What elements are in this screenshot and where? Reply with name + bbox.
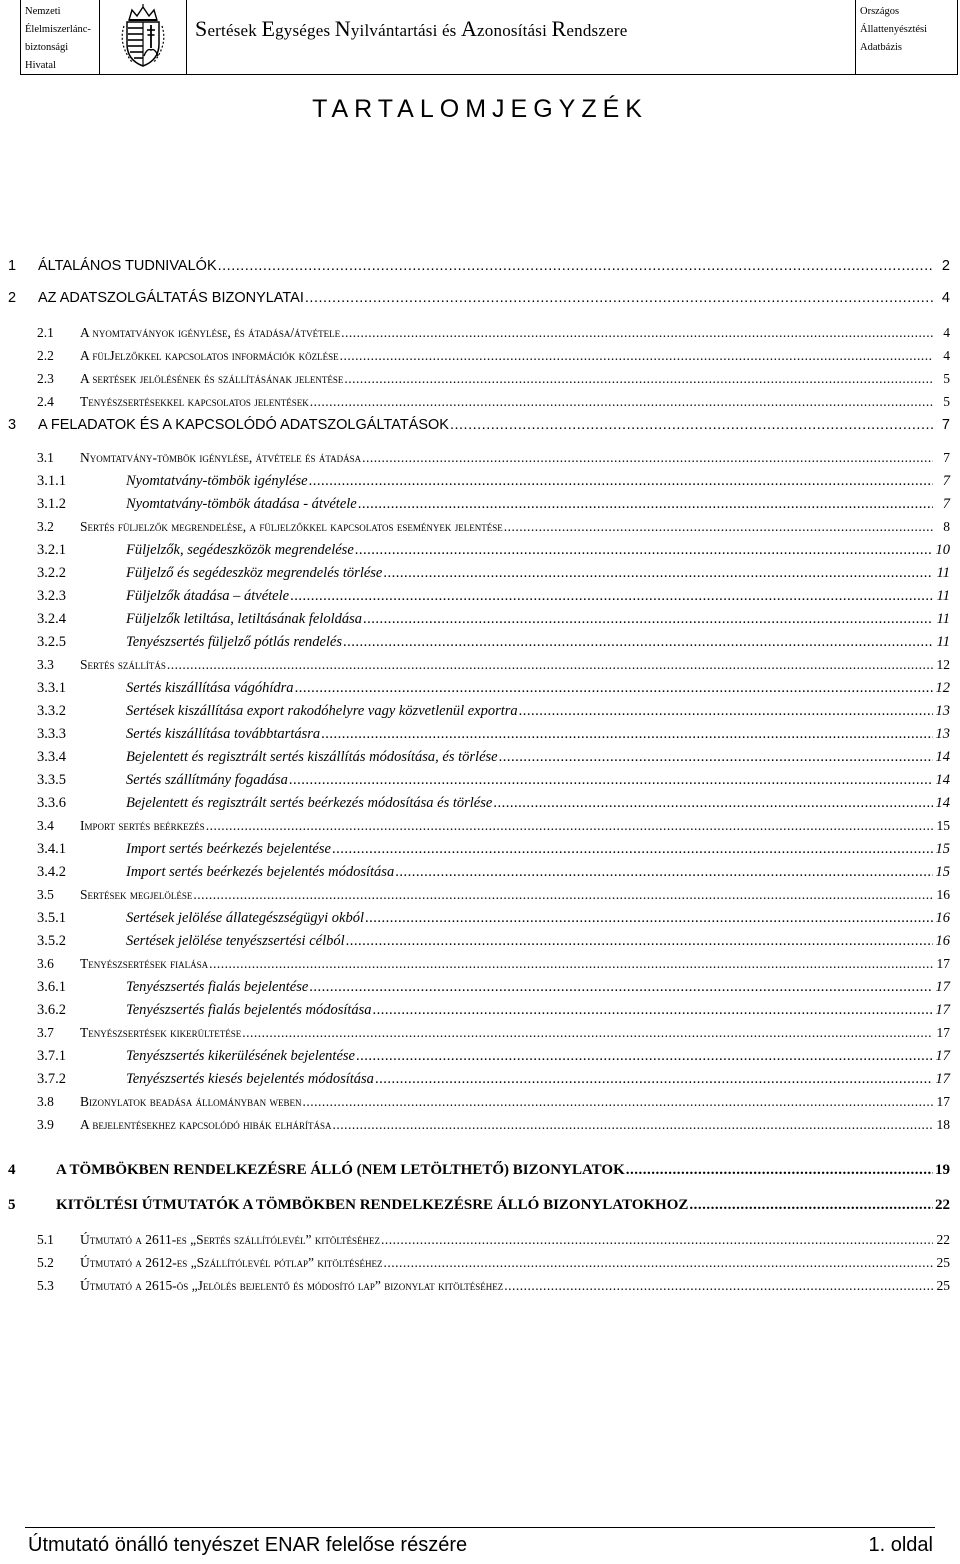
toc-entry-text [80,1278,950,1294]
toc-entry[interactable] [0,795,960,815]
toc-entry-text [80,887,950,903]
toc-entry-text [126,795,950,812]
toc-entry[interactable] [0,519,960,539]
agency-name-block [20,0,100,74]
toc-entry-number: 2.1 [37,325,54,340]
toc-entry-text [80,818,950,834]
toc-entry[interactable] [0,290,960,310]
toc-entry-number: 5.2 [37,1255,54,1270]
toc-dot-leader [504,1278,933,1294]
toc-entry-page: 15 [935,841,950,857]
toc-entry[interactable] [0,956,960,976]
toc-entry-label: A nyomtatványok igénylése, és átadása/átvétele [80,325,341,340]
toc-entry-text [80,1094,950,1110]
toc-entry-number: 2.2 [37,348,54,363]
toc-entry-label: Tenyészsertés fialás bejelentése [126,979,309,995]
toc-entry-number: 3.2.4 [37,611,66,627]
footer-page-number: 1. oldal [868,1534,933,1556]
toc-entry-page: 15 [936,818,950,833]
toc-dot-leader [333,1117,934,1133]
toc-dot-leader [209,956,933,972]
toc-entry-page: 11 [936,611,950,627]
toc-entry[interactable] [0,417,960,437]
toc-dot-leader [290,588,933,605]
toc-entry-page: 12 [936,657,950,672]
toc-entry-text [126,680,950,697]
toc-entry-label: Tenyészsertés füljelző pótlás rendelés [126,634,343,650]
toc-entry-text [56,1162,950,1179]
toc-entry-text [126,841,950,858]
toc-entry-page: 5 [943,394,950,409]
toc-dot-leader [206,818,933,834]
toc-entry-label: Útmutató a 2612-es „Szállítólevél pótlap” kitöltéséhez [80,1255,383,1270]
toc-entry[interactable] [0,1025,960,1045]
toc-dot-leader [362,450,933,466]
toc-entry[interactable] [0,1071,960,1091]
toc-entry[interactable] [0,772,960,792]
toc-entry-page: 7 [942,496,950,512]
toc-entry-label: Sertés szállítás [80,657,166,672]
toc-entry-number: 2.4 [37,394,54,409]
toc-dot-leader [365,910,933,927]
toc-dot-leader [373,1002,933,1019]
toc-dot-leader [309,473,933,490]
footer-document-title: Útmutató önálló tenyészet ENAR felelőse részére [28,1534,468,1556]
toc-entry-text [126,979,950,996]
toc-entry-label: Tenyészsertések fialása [80,956,209,971]
toc-entry-number: 3.5.2 [37,933,66,949]
toc-entry-page: 25 [936,1278,950,1293]
toc-entry-text [126,473,950,490]
toc-dot-leader [363,611,933,628]
toc-entry[interactable] [0,703,960,723]
toc-entry-label: Bejelentett és regisztrált sertés beérkezés módosítása és törlése [126,795,493,811]
toc-entry-page: 10 [935,542,950,558]
toc-entry-page: 14 [935,795,950,811]
toc-entry[interactable] [0,680,960,700]
toc-dot-leader [358,496,933,513]
toc-dot-leader [193,887,933,903]
toc-entry-label: Sertések megjelölése [80,887,193,902]
toc-entry-label: Füljelzők letiltása, letiltásának feloldása [126,611,363,627]
toc-dot-leader [310,394,933,410]
toc-entry-number: 3.3.1 [37,680,66,696]
toc-dot-leader [383,565,933,582]
toc-entry-text [80,325,950,341]
toc-entry-text [126,1071,950,1088]
toc-dot-leader [340,348,933,364]
toc-entry-text [38,290,950,306]
toc-entry-text [80,450,950,466]
agency-name-line: Hivatal [25,60,56,71]
toc-entry-text [80,1255,950,1271]
toc-entry-number: 1 [8,258,17,274]
toc-entry-page: 8 [943,519,950,534]
toc-entry[interactable] [0,1117,960,1137]
toc-entry-label: Import sertés beérkezés bejelentés módosítása [126,864,395,880]
toc-dot-leader [344,371,933,387]
toc-heading: TARTALOMJEGYZÉK [312,95,648,123]
toc-entry-text [38,417,950,433]
toc-entry-label: Import sertés beérkezés [80,818,205,833]
toc-entry-page: 4 [943,348,950,363]
toc-entry-text [126,542,950,559]
toc-entry[interactable] [0,258,960,278]
toc-entry-page: 14 [935,772,950,788]
toc-entry-label: Füljelzők átadása – átvétele [126,588,290,604]
toc-entry-text [80,348,950,364]
toc-entry[interactable] [0,910,960,930]
toc-entry-page: 19 [935,1162,950,1178]
toc-entry-text [80,1232,950,1248]
toc-entry-text [126,496,950,513]
toc-dot-leader [493,795,933,812]
toc-dot-leader [332,841,933,858]
toc-entry-text [126,910,950,927]
toc-entry-page: 17 [936,956,950,971]
agency-name-line: Élelmiszerlánc- [25,24,91,35]
toc-entry-text [126,749,950,766]
toc-entry-label: A TÖMBÖKBEN RENDELKEZÉSRE ÁLLÓ (NEM LETÖLTHETŐ) BIZONYLATOK [56,1162,625,1178]
toc-entry-number: 3.2.1 [37,542,66,558]
toc-entry-number: 3.4.1 [37,841,66,857]
toc-entry[interactable] [0,1094,960,1114]
toc-entry-page: 17 [936,1025,950,1040]
toc-entry-page: 11 [936,565,950,581]
toc-entry-text [126,772,950,789]
toc-entry-number: 5.3 [37,1278,54,1293]
toc-entry-label: Bizonylatok beadása állományban weben [80,1094,302,1109]
toc-entry-label: Útmutató a 2615-ös „Jelölés bejelentő és módosító lap” bizonylat kitöltéséhez [80,1278,504,1293]
toc-entry-label: Sertés kiszállítása vágóhídra [126,680,294,696]
toc-dot-leader [504,519,933,535]
toc-entry-page: 22 [935,1197,950,1213]
toc-entry-label: Tenyészsertés kikerülésének bejelentése [126,1048,355,1064]
agency-name-line: biztonsági [25,42,69,53]
toc-entry-number: 3 [8,417,17,433]
system-title-block [187,0,856,74]
toc-dot-leader [167,657,933,673]
toc-dot-leader [381,1232,933,1248]
toc-entry[interactable] [0,1232,960,1252]
toc-entry-number: 3.9 [37,1117,54,1132]
toc-entry-page: 11 [936,588,950,604]
toc-entry[interactable] [0,749,960,769]
toc-entry-number: 3.1.1 [37,473,66,489]
toc-entry[interactable] [0,371,960,391]
toc-dot-leader [689,1197,933,1214]
toc-entry[interactable] [0,841,960,861]
database-name-line: Állattenyésztési [860,24,928,35]
toc-entry-label: Sertés füljelzők megrendelése, a füljelzőkkel kapcsolatos események jelentése [80,519,503,534]
toc-dot-leader [218,258,933,274]
toc-entry-page: 17 [936,1094,950,1109]
toc-entry-label: Nyomtatvány-tömbök igénylése [126,473,308,489]
toc-entry-page: 11 [936,634,950,650]
toc-entry-number: 5 [8,1197,16,1213]
toc-entry-page: 7 [943,450,950,465]
toc-entry-page: 13 [935,726,950,742]
toc-entry-page: 7 [942,473,950,489]
toc-entry-label: Füljelzők, segédeszközök megrendelése [126,542,354,558]
toc-entry[interactable] [0,887,960,907]
toc-entry[interactable] [0,864,960,884]
toc-entry-page: 17 [935,1071,950,1087]
toc-entry[interactable] [0,634,960,654]
toc-entry-text [80,1025,950,1041]
toc-entry-page: 16 [935,933,950,949]
toc-entry-number: 3.6 [37,956,54,971]
toc-entry[interactable] [0,818,960,838]
toc-entry-number: 3.3.3 [37,726,66,742]
system-title: Sertések Egységes Nyilvántartási és Azonosítási Rendszere [195,16,628,41]
toc-entry[interactable] [0,1197,960,1217]
toc-entry-page: 22 [936,1232,950,1247]
toc-entry-text [80,956,950,972]
toc-entry-number: 3.6.2 [37,1002,66,1018]
toc-entry[interactable] [0,348,960,368]
toc-entry-number: 3.2 [37,519,54,534]
toc-dot-leader [289,772,933,789]
toc-entry-page: 17 [935,979,950,995]
toc-entry-text [126,1048,950,1065]
toc-entry-page: 15 [935,864,950,880]
toc-entry-page: 4 [943,325,950,340]
database-name-block [856,0,958,74]
toc-entry-text [126,933,950,950]
toc-dot-leader [499,749,933,766]
toc-entry-text [80,371,950,387]
toc-entry-text [80,394,950,410]
toc-entry-text [126,611,950,628]
toc-entry-number: 3.7 [37,1025,54,1040]
toc-entry-number: 3.2.2 [37,565,66,581]
toc-entry-label: AZ ADATSZOLGÁLTATÁS BIZONYLATAI [38,290,304,306]
toc-entry-text [126,864,950,881]
toc-entry-label: Bejelentett és regisztrált sertés kiszállítás módosítása, és törlése [126,749,498,765]
toc-entry[interactable] [0,1278,960,1298]
toc-entry-number: 3.4 [37,818,54,833]
toc-entry-label: Sertés szállítmány fogadása [126,772,288,788]
toc-dot-leader [343,634,933,651]
toc-entry[interactable] [0,450,960,470]
toc-dot-leader [305,290,933,306]
toc-entry-label: A sertések jelölésének és szállításának jelentése [80,371,344,386]
page-header [20,0,958,75]
toc-entry-label: Füljelző és segédeszköz megrendelés törlése [126,565,383,581]
toc-entry-text [80,657,950,673]
toc-entry[interactable] [0,1048,960,1068]
toc-entry-page: 4 [941,290,950,306]
toc-entry-number: 5.1 [37,1232,54,1247]
toc-entry-number: 3.7.2 [37,1071,66,1087]
toc-dot-leader [309,979,933,996]
toc-entry-text [80,1117,950,1133]
toc-entry[interactable] [0,325,960,345]
toc-dot-leader [356,1048,933,1065]
toc-entry-number: 3.3.5 [37,772,66,788]
toc-entry-label: Import sertés beérkezés bejelentése [126,841,331,857]
toc-entry[interactable] [0,1255,960,1275]
toc-dot-leader [321,726,933,743]
toc-entry-label: Nyomtatvány-tömbök igénylése, átvétele és átadása [80,450,362,465]
toc-entry-number: 3.3.2 [37,703,66,719]
toc-entry-page: 14 [935,749,950,765]
toc-entry-label: Nyomtatvány-tömbök átadása - átvétele [126,496,357,512]
toc-entry-number: 3.1.2 [37,496,66,512]
toc-entry-number: 3.5.1 [37,910,66,926]
toc-entry-label: KITÖLTÉSI ÚTMUTATÓK A TÖMBÖKBEN RENDELKEZÉSRE ÁLLÓ BIZONYLATOKHOZ [56,1197,689,1213]
toc-entry-number: 2.3 [37,371,54,386]
toc-dot-leader [450,417,933,433]
toc-entry-page: 12 [935,680,950,696]
toc-entry[interactable] [0,542,960,562]
toc-entry-number: 3.4.2 [37,864,66,880]
toc-entry[interactable] [0,588,960,608]
coat-of-arms-block [100,0,187,74]
toc-entry-label: ÁLTALÁNOS TUDNIVALÓK [38,258,217,274]
toc-dot-leader [384,1255,933,1271]
toc-entry[interactable] [0,565,960,585]
footer-divider [25,1527,935,1528]
toc-entry-text [38,258,950,274]
toc-entry-number: 3.1 [37,450,54,465]
toc-entry-text [126,726,950,743]
database-name-line: Adatbázis [860,42,902,53]
database-name-line: Országos [860,6,900,17]
toc-entry-page: 25 [936,1255,950,1270]
toc-entry-label: Sertések jelölése tenyészsertési célból [126,933,345,949]
toc-entry-text [126,634,950,651]
toc-entry[interactable] [0,1002,960,1022]
toc-entry-page: 2 [941,258,950,274]
toc-entry-label: A fülJelzőkkel kapcsolatos információk közlése [80,348,339,363]
toc-entry[interactable] [0,473,960,493]
toc-entry-label: Útmutató a 2611-es „Sertés szállítólevél” kitöltéséhez [80,1232,380,1247]
toc-dot-leader [302,1094,933,1110]
toc-entry-number: 3.3.6 [37,795,66,811]
toc-entry-page: 13 [935,703,950,719]
toc-entry-number: 3.5 [37,887,54,902]
toc-entry[interactable] [0,726,960,746]
toc-entry-text [126,1002,950,1019]
toc-entry-number: 3.2.3 [37,588,66,604]
agency-name-line: Nemzeti [25,6,61,17]
toc-entry-number: 3.8 [37,1094,54,1109]
coat-of-arms-icon [110,4,176,68]
toc-entry-number: 4 [8,1162,16,1178]
toc-entry-text [56,1197,950,1214]
toc-entry-page: 18 [936,1117,950,1132]
toc-entry-number: 3.3 [37,657,54,672]
toc-entry-text [126,703,950,720]
toc-entry-label: A bejelentésekhez kapcsolódó hibák elhárítása [80,1117,332,1132]
toc-entry-page: 5 [943,371,950,386]
toc-entry[interactable] [0,933,960,953]
toc-dot-leader [519,703,933,720]
toc-entry[interactable] [0,979,960,999]
toc-entry-number: 3.6.1 [37,979,66,995]
toc-entry-number: 3.2.5 [37,634,66,650]
toc-entry-label: Tenyészsertés fialás bejelentés módosítása [126,1002,372,1018]
toc-entry[interactable] [0,394,960,414]
toc-entry-number: 2 [8,290,17,306]
toc-dot-leader [395,864,933,881]
toc-entry-text [126,588,950,605]
toc-entry-page: 7 [941,417,950,433]
toc-entry-label: Sertések jelölése állategészségügyi okból [126,910,364,926]
toc-entry-number: 3.3.4 [37,749,66,765]
toc-entry-label: A FELADATOK ÉS A KAPCSOLÓDÓ ADATSZOLGÁLTATÁSOK [38,417,449,433]
toc-entry[interactable] [0,1162,960,1182]
toc-dot-leader [295,680,933,697]
toc-entry-number: 3.7.1 [37,1048,66,1064]
toc-entry-label: Sertések kiszállítása export rakodóhelyre vagy közvetlenül exportra [126,703,518,719]
toc-entry[interactable] [0,657,960,677]
toc-dot-leader [341,325,933,341]
toc-entry-page: 17 [935,1002,950,1018]
toc-entry-label: Sertés kiszállítása továbbtartásra [126,726,321,742]
toc-entry-label: Tenyészsertésekkel kapcsolatos jelentések [80,394,309,409]
toc-entry-label: Tenyészsertés kiesés bejelentés módosítása [126,1071,374,1087]
toc-entry-text [126,565,950,582]
toc-dot-leader [626,1162,933,1179]
toc-entry[interactable] [0,496,960,516]
toc-dot-leader [355,542,933,559]
toc-entry-page: 16 [935,910,950,926]
toc-dot-leader [346,933,933,950]
toc-entry-page: 16 [936,887,950,902]
toc-dot-leader [242,1025,933,1041]
toc-entry-page: 17 [935,1048,950,1064]
toc-entry-text [80,519,950,535]
toc-entry[interactable] [0,611,960,631]
toc-dot-leader [375,1071,933,1088]
toc-entry-label: Tenyészsertések kikerültetése [80,1025,242,1040]
